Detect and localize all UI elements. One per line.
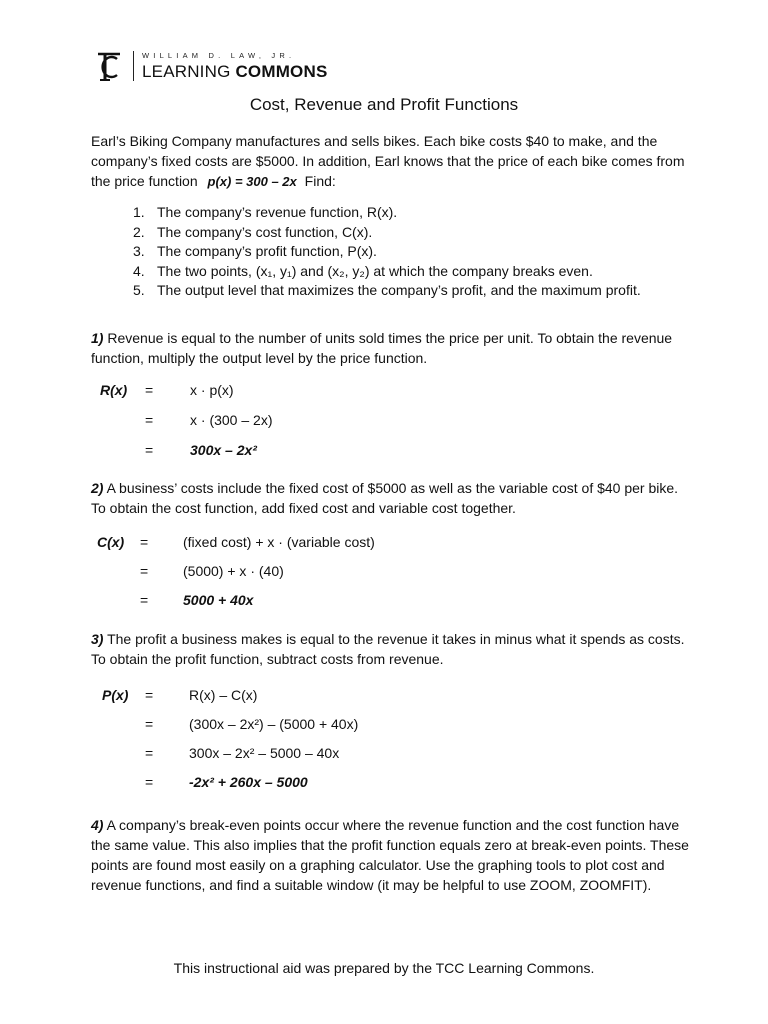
equation-rhs: 300x – 2x² – 5000 – 40x <box>189 745 340 761</box>
section-1-paragraph: 1) Revenue is equal to the number of units sold times the price per unit. To obtain the revenue function, multiply the output level by the price function. <box>91 330 673 366</box>
equation-lhs: R(x) <box>100 382 128 398</box>
equation-result: 5000 + 40x <box>183 592 254 608</box>
equation-rhs: (300x – 2x²) – (5000 + 40x) <box>189 716 359 732</box>
section-label: 2) <box>91 480 104 496</box>
logo-divider <box>133 51 134 81</box>
section-4-paragraph: 4) A company’s break-even points occur where the revenue function and the cost function have the same value. This also implies that the profit function equals zero at break-even points. These points are found most easily on a graphing calculator. Use the graphing tools to plot cost and revenue functions, and find a suitable window (it may be helpful to use ZOOM, ZOOMFIT). <box>91 817 689 893</box>
equals-sign: = <box>145 774 154 790</box>
price-function: p(x) = 300 – 2x <box>207 174 297 189</box>
tcc-logo-icon <box>95 50 123 82</box>
logo-text <box>142 52 328 81</box>
equation-lhs: P(x) <box>102 687 129 703</box>
equation-rhs: (fixed cost) + x · (variable cost) <box>183 534 375 550</box>
logo-subtitle: WILLIAM D. LAW, JR. <box>142 50 296 60</box>
list-item: 3. The company’s profit function, P(x). <box>133 243 377 260</box>
equals-sign: = <box>145 745 154 761</box>
equals-sign: = <box>145 716 154 732</box>
footer-note: This instructional aid was prepared by the TCC Learning Commons. <box>173 960 595 976</box>
logo-title: LEARNING COMMONS <box>142 62 328 82</box>
page-title: Cost, Revenue and Profit Functions <box>249 95 519 114</box>
section-label: 4) <box>91 817 104 833</box>
equation-rhs: x · p(x) <box>190 382 234 398</box>
equals-sign: = <box>145 382 154 398</box>
equation-result: 300x – 2x² <box>190 442 257 458</box>
equation-lhs: C(x) <box>97 534 125 550</box>
section-2-paragraph: 2) A business’ costs include the fixed cost of $5000 as well as the variable cost of $40 per bike. To obtain the cost function, add fixed cost and variable cost together. <box>91 480 679 516</box>
equation-rhs: (5000) + x · (40) <box>183 563 284 579</box>
section-3-paragraph: 3) The profit a business makes is equal to the revenue it takes in minus what it spends as costs. To obtain the profit function, subtract costs from revenue. <box>91 631 685 667</box>
list-item: 4. The two points, (x₁, y₁) and (x₂, y₂) at which the company breaks even. <box>133 262 593 279</box>
learning-commons-logo <box>95 50 328 82</box>
intro-paragraph: Earl’s Biking Company manufactures and sells bikes. Each bike costs $40 to make, and the company’s fixed costs are $5000. In addition, Earl knows that the price of each bike comes from the price function p(x) = 300 – 2x Find: <box>91 133 685 189</box>
equals-sign: = <box>145 412 154 428</box>
section-label: 1) <box>91 330 104 346</box>
list-item: 5. The output level that maximizes the company’s profit, and the maximum profit. <box>133 282 641 299</box>
equation-rhs: R(x) – C(x) <box>189 687 258 703</box>
list-item: 1. The company’s revenue function, R(x). <box>133 204 398 220</box>
section-label: 3) <box>91 631 104 647</box>
equals-sign: = <box>140 592 149 608</box>
equation-result: -2x² + 260x – 5000 <box>189 774 308 790</box>
equals-sign: = <box>140 534 149 550</box>
list-item: 2. The company’s cost function, C(x). <box>133 223 373 240</box>
equals-sign: = <box>145 442 154 458</box>
equals-sign: = <box>145 687 154 703</box>
equals-sign: = <box>140 563 149 579</box>
equation-rhs: x · (300 – 2x) <box>190 412 273 428</box>
task-list <box>133 203 673 301</box>
